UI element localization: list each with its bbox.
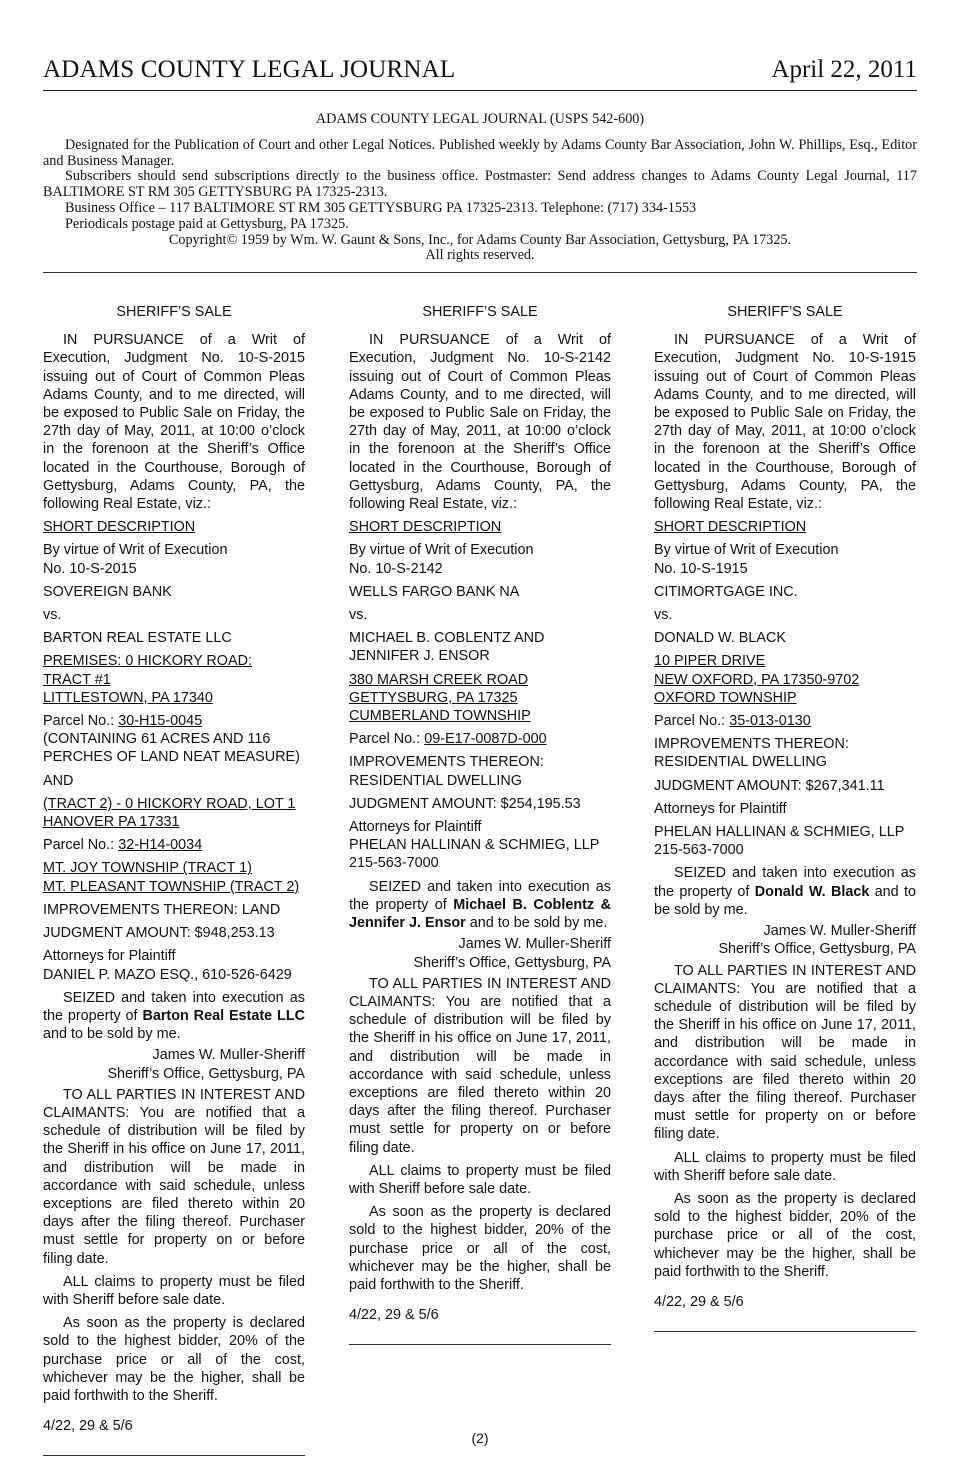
writ-block: [43, 541, 305, 577]
publication-dates: 4/22, 29 & 5/6: [654, 1293, 744, 1310]
sheriff-sale-notice-2: [349, 303, 611, 1345]
short-description-heading: SHORT DESCRIPTION: [654, 519, 807, 536]
to-all-parties: TO ALL PARTIES IN INTEREST AND CLAIMANTS: You are notified that a schedule of distribution will be filed by the Sheriff in his office on June 17, 2011, and distribution will be made in accordance with said schedule, unless exceptions are filed thereto within 20 days after the filing thereof. Purchaser must settle for property on or before filing date.: [349, 975, 611, 1156]
containing-text: (CONTAINING 61 ACRES AND 116 PERCHES OF LAND NEAT MEASURE): [43, 731, 300, 766]
premises-block: [43, 652, 305, 707]
defendant: BARTON REAL ESTATE LLC: [43, 630, 232, 647]
sheriff-name: James W. Muller-Sheriff: [763, 923, 916, 940]
improvements-block: [654, 735, 916, 771]
sheriff-sale-notice-3: [654, 303, 916, 1332]
seized-pre: SEIZED and taken into execution as the property of: [349, 878, 611, 913]
notice-intro: IN PURSUANCE of a Writ of Execution, Judgment No. 10-S-1915 issuing out of Court of Common Pleas Adams County, and to me directed, will be exposed to Public Sale on Friday, the 27th day of May, 2011, at 10:00 o’clock in the forenoon at the Sheriff’s Office located in the Courthouse, Borough of Gettysburg, Adams County, PA, the following Real Estate, viz.:: [654, 332, 916, 513]
notice-heading: SHERIFF’S SALE: [727, 304, 843, 320]
notice-intro: IN PURSUANCE of a Writ of Execution, Judgment No. 10-S-2142 issuing out of Court of Common Pleas Adams County, and to me directed, will be exposed to Public Sale on Friday, the 27th day of May, 2011, at 10:00 o’clock in the forenoon at the Sheriff’s Office located in the Courthouse, Borough of Gettysburg, Adams County, PA, the following Real Estate, viz.:: [349, 332, 611, 513]
rights-text: All rights reserved.: [425, 247, 535, 264]
attorney-block: [349, 818, 611, 873]
property-owner: Michael B. Coblentz & Jennifer J. Ensor: [349, 896, 611, 932]
notice-end-rule: [43, 1455, 305, 1456]
notice-intro: IN PURSUANCE of a Writ of Execution, Judgment No. 10-S-2015 issuing out of Court of Common Pleas Adams County, and to me directed, will be exposed to Public Sale on Friday, the 27th day of May, 2011, at 10:00 o’clock in the forenoon at the Sheriff’s Office located in the Courthouse, Borough of Gettysburg, Adams County, PA, the following Real Estate, viz.:: [43, 332, 305, 513]
attorney-name: PHELAN HALLINAN & SCHMIEG, LLP: [654, 824, 905, 841]
township-line: MT. PLEASANT TOWNSHIP (TRACT 2): [43, 878, 300, 895]
parcel-line-2: [43, 836, 305, 854]
attorney-name: DANIEL P. MAZO ESQ., 610-526-6429: [43, 966, 292, 983]
judgment-amount: JUDGMENT AMOUNT: $254,195.53: [349, 795, 581, 812]
seized-text: [43, 989, 305, 1044]
premises-line: TRACT #1: [43, 671, 111, 688]
seized-post: and to be sold by me.: [654, 883, 917, 918]
attorney-block: [43, 947, 305, 983]
seized-pre: SEIZED and taken into execution as the property of: [654, 865, 916, 900]
versus: vs.: [349, 607, 368, 624]
publication-dates: 4/22, 29 & 5/6: [43, 1418, 133, 1435]
parcel-label: Parcel No.:: [43, 837, 119, 854]
notice-heading: SHERIFF’S SALE: [422, 304, 538, 320]
sheriff-name: James W. Muller-Sheriff: [458, 936, 611, 953]
attorneys-label: Attorneys for Plaintiff: [43, 948, 176, 965]
seized-post: and to be sold by me.: [465, 915, 608, 932]
writ-line: By virtue of Writ of Execution: [43, 542, 228, 559]
parcel-line: [654, 712, 916, 730]
to-all-parties: TO ALL PARTIES IN INTEREST AND CLAIMANTS: You are notified that a schedule of distribution will be filed by the Sheriff in his office on June 17, 2011, and distribution will be made in accordance with said schedule, unless exceptions are filed thereto within 20 days after the filing thereof. Purchaser must settle for property on or before filing date.: [43, 1086, 305, 1267]
premises-line: LITTLESTOWN, PA 17340: [43, 689, 213, 706]
address-block: [349, 671, 611, 726]
improvements: IMPROVEMENTS THEREON:: [654, 736, 849, 753]
copyright-text: Copyright© 1959 by Wm. W. Gaunt & Sons, Inc., for Adams County Bar Association, Gettysburg, PA 17325.: [168, 231, 792, 248]
issue-date: April 22, 2011: [771, 56, 917, 83]
periodicals-text: Periodicals postage paid at Gettysburg, PA 17325.: [65, 215, 349, 232]
sheriff-office: Sheriff’s Office, Gettysburg, PA: [718, 941, 916, 958]
defendant: MICHAEL B. COBLENTZ AND: [349, 630, 545, 647]
parcel-label: Parcel No.:: [43, 713, 119, 730]
versus: vs.: [43, 607, 62, 624]
subscribers-text: Subscribers should send subscriptions directly to the business office. Postmaster: Send address changes to Adams County Legal Journal, 117 BALTIMORE ST RM 305 GETTYSBURG PA 17325-2313.: [43, 168, 917, 201]
as-soon-text: As soon as the property is declared sold to the highest bidder, 20% of the purchase price or all of the cost, whichever may be the higher, shall be paid forthwith to the Sheriff.: [654, 1190, 916, 1280]
designated-text: Designated for the Publication of Court and other Legal Notices. Published weekly by Adams County Bar Association, John W. Phillips, Esq., Editor and Business Manager.: [43, 136, 917, 169]
info-divider: [43, 272, 917, 273]
property-owner: Donald W. Black: [754, 883, 870, 900]
improvements-block: [349, 753, 611, 789]
sheriff-name: James W. Muller-Sheriff: [152, 1047, 305, 1064]
business-office-text: Business Office – 117 BALTIMORE ST RM 305 GETTYSBURG PA 17325-2313. Telephone: (717) 334-1553: [65, 199, 697, 216]
seized-pre: SEIZED and taken into execution as the property of: [43, 989, 305, 1024]
judgment-amount: JUDGMENT AMOUNT: $267,341.11: [654, 777, 885, 794]
attorney-block: [654, 823, 916, 859]
usps-line: ADAMS COUNTY LEGAL JOURNAL (USPS 542-600): [315, 111, 645, 127]
address-line: GETTYSBURG, PA 17325: [349, 689, 518, 706]
address-block: [654, 652, 916, 707]
parcel-line: [43, 712, 305, 730]
as-soon-text: As soon as the property is declared sold to the highest bidder, 20% of the purchase price or all of the cost, whichever may be the higher, shall be paid forthwith to the Sheriff.: [349, 1204, 611, 1293]
address-line: OXFORD TOWNSHIP: [654, 689, 797, 706]
address-line: NEW OXFORD, PA 17350-9702: [654, 671, 860, 688]
defendant-block: [349, 629, 611, 665]
sheriff-sale-notice-1: [43, 303, 305, 1456]
writ-line: By virtue of Writ of Execution: [654, 542, 839, 559]
as-soon-text: As soon as the property is declared sold to the highest bidder, 20% of the purchase price or all of the cost, whichever may be the higher, shall be paid forthwith to the Sheriff.: [43, 1315, 305, 1404]
all-claims: ALL claims to property must be filed with Sheriff before sale date.: [654, 1149, 916, 1184]
parcel-label: Parcel No.:: [349, 731, 425, 748]
seized-post: and to be sold by me.: [43, 1026, 181, 1043]
attorney-phone: 215-563-7000: [349, 855, 439, 872]
plaintiff: WELLS FARGO BANK NA: [349, 583, 520, 600]
address-line: 10 PIPER DRIVE: [654, 653, 766, 670]
versus: vs.: [654, 607, 673, 624]
tract2-line: HANOVER PA 17331: [43, 814, 180, 831]
to-all-parties: TO ALL PARTIES IN INTEREST AND CLAIMANTS: You are notified that a schedule of distribution will be filed by the Sheriff in his office on June 17, 2011, and distribution will be made in accordance with said schedule, unless exceptions are filed thereto within 20 days after the filing thereof. Purchaser must settle for property on or before filing date.: [654, 962, 916, 1143]
judgment-amount: JUDGMENT AMOUNT: $948,253.13: [43, 925, 275, 942]
attorney-phone: 215-563-7000: [654, 842, 744, 859]
notice-end-rule: [349, 1344, 611, 1345]
all-claims: ALL claims to property must be filed with Sheriff before sale date.: [43, 1273, 305, 1308]
short-description-heading: SHORT DESCRIPTION: [349, 519, 502, 536]
improvements: IMPROVEMENTS THEREON: LAND: [43, 901, 281, 918]
parcel-number-2: 32-H14-0034: [118, 837, 203, 854]
page-number: (2): [471, 1430, 489, 1446]
sheriff-office: Sheriff’s Office, Gettysburg, PA: [107, 1065, 305, 1082]
seized-text: [349, 878, 611, 933]
writ-number: No. 10-S-1915: [654, 560, 748, 577]
parcel-number: 35-013-0130: [729, 713, 811, 730]
improvements: IMPROVEMENTS THEREON:: [349, 754, 544, 771]
journal-title: ADAMS COUNTY LEGAL JOURNAL: [43, 56, 456, 83]
defendant: DONALD W. BLACK: [654, 630, 786, 647]
plaintiff: SOVEREIGN BANK: [43, 583, 172, 600]
publication-info: [43, 112, 917, 264]
parcel-line: [349, 730, 611, 748]
attorney-name: PHELAN HALLINAN & SCHMIEG, LLP: [349, 837, 600, 854]
tract2-line: (TRACT 2) - 0 HICKORY ROAD, LOT 1: [43, 795, 296, 812]
all-claims: ALL claims to property must be filed with Sheriff before sale date.: [349, 1162, 611, 1197]
improvements-type: RESIDENTIAL DWELLING: [349, 772, 522, 789]
attorneys-label: Attorneys for Plaintiff: [654, 800, 787, 817]
plaintiff: CITIMORTGAGE INC.: [654, 583, 798, 600]
writ-line: By virtue of Writ of Execution: [349, 542, 534, 559]
masthead: [43, 54, 917, 91]
address-line: 380 MARSH CREEK ROAD: [349, 671, 529, 688]
notice-heading: SHERIFF’S SALE: [116, 304, 232, 320]
sheriff-office: Sheriff’s Office, Gettysburg, PA: [413, 954, 611, 971]
property-owner: Barton Real Estate LLC: [142, 1007, 305, 1024]
writ-block: [349, 541, 611, 577]
attorneys-label: Attorneys for Plaintiff: [349, 819, 482, 836]
publication-dates: 4/22, 29 & 5/6: [349, 1307, 439, 1324]
township-block: [43, 859, 305, 895]
address-line: CUMBERLAND TOWNSHIP: [349, 708, 531, 725]
and-text: AND: [43, 772, 74, 789]
writ-number: No. 10-S-2142: [349, 560, 443, 577]
defendant: JENNIFER J. ENSOR: [349, 648, 490, 665]
notice-end-rule: [654, 1331, 916, 1332]
seized-text: [654, 864, 916, 919]
writ-block: [654, 541, 916, 577]
short-description-heading: SHORT DESCRIPTION: [43, 519, 196, 536]
parcel-number: 09-E17-0087D-000: [424, 731, 547, 748]
tract2-block: [43, 795, 305, 831]
improvements-type: RESIDENTIAL DWELLING: [654, 754, 827, 771]
parcel-label: Parcel No.:: [654, 713, 730, 730]
parcel-number: 30-H15-0045: [118, 713, 203, 730]
township-line: MT. JOY TOWNSHIP (TRACT 1): [43, 860, 252, 877]
premises-line: PREMISES: 0 HICKORY ROAD:: [43, 653, 252, 670]
writ-number: No. 10-S-2015: [43, 560, 137, 577]
